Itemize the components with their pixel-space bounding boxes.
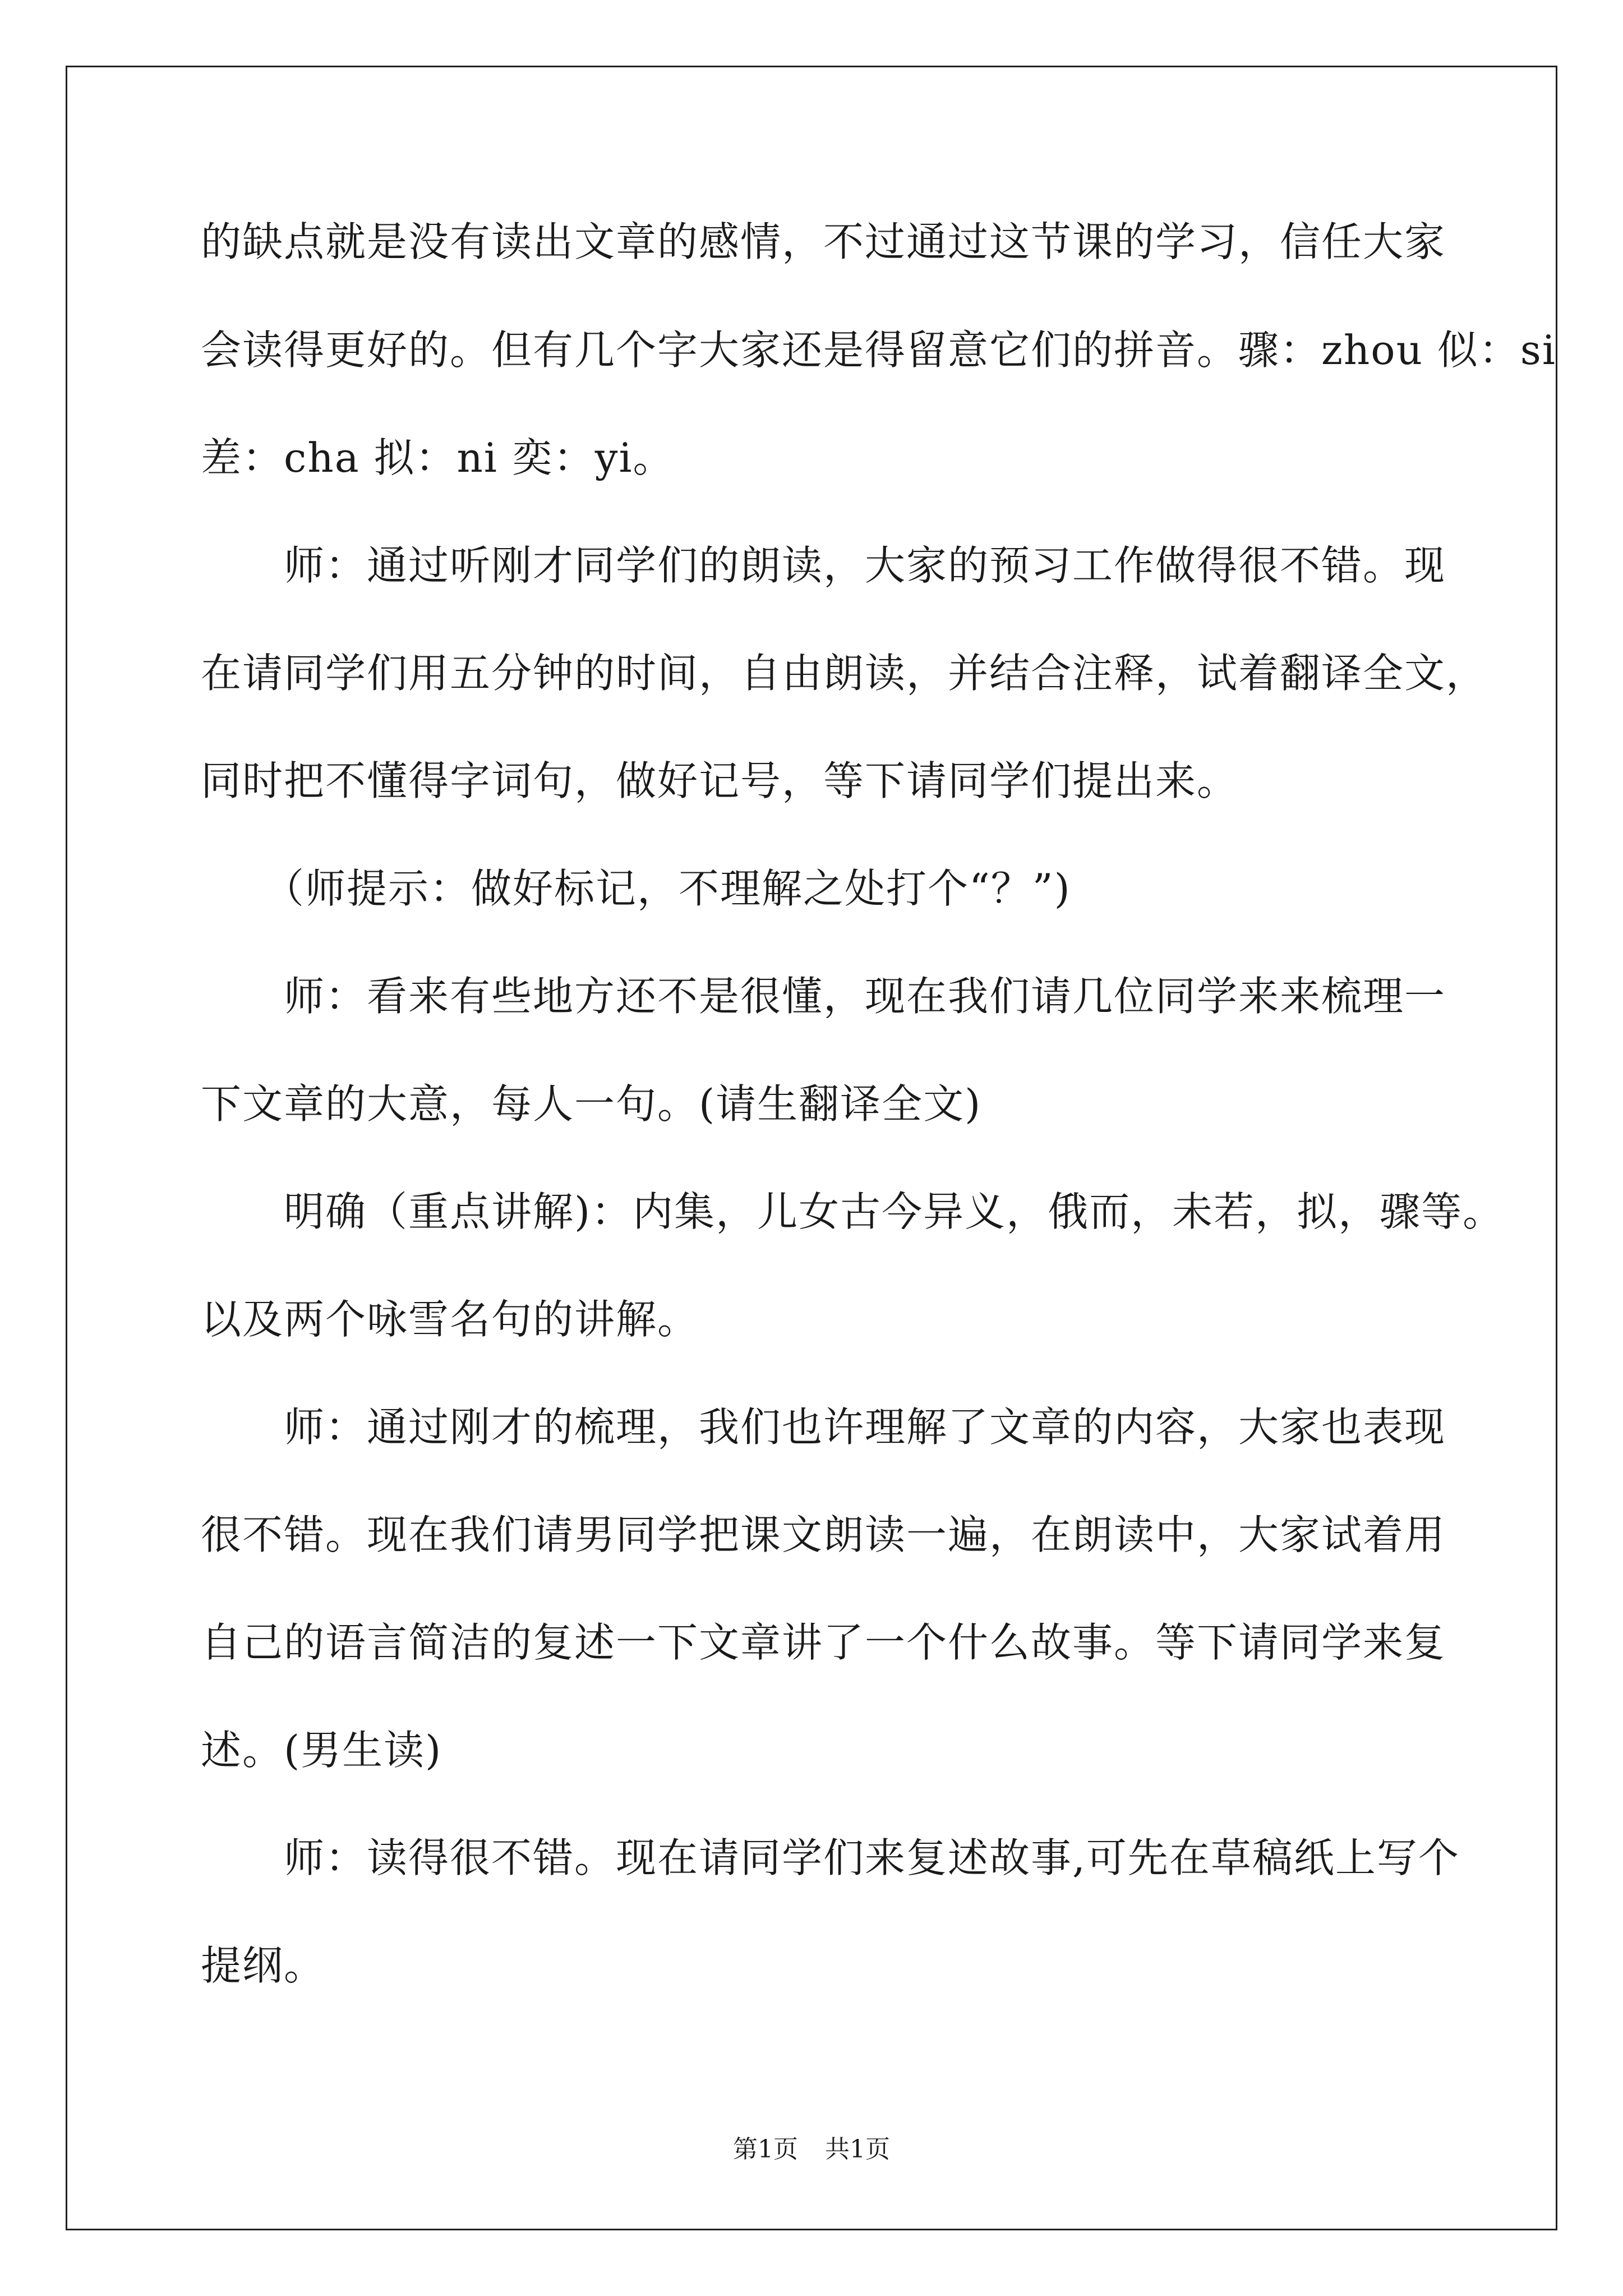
page-total: 共1页 [825,2135,890,2164]
page-number: 第1页 [733,2135,798,2164]
text-line: 以及两个咏雪名句的讲解。 [201,1296,699,1343]
text-line: 差：cha 拟：ni 奕：yi。 [201,434,675,481]
text-line: 明确（重点讲解)：内集，儿女古今异义，俄而，未若，拟，骤等。 [201,1188,1505,1235]
page-frame [66,66,1557,2230]
text-line: 自己的语言简洁的复述一下文章讲了一个什么故事。等下请同学来复 [201,1619,1446,1666]
text-line: 师：通过刚才的梳理，我们也许理解了文章的内容，大家也表现 [201,1404,1446,1451]
text-line: 同时把不懂得字词句，做好记号，等下请同学们提出来。 [201,757,1239,804]
text-line: 下文章的大意，每人一句。(请生翻译全文) [201,1080,982,1128]
text-line: 师：读得很不错。现在请同学们来复述故事,可先在草稿纸上写个 [201,1834,1460,1881]
text-line: 的缺点就是没有读出文章的感情，不过通过这节课的学习，信任大家 [201,218,1446,265]
text-line: 师：通过听刚才同学们的朗读，大家的预习工作做得很不错。现 [201,542,1446,589]
text-line: 师：看来有些地方还不是很懂，现在我们请几位同学来来梳理一 [201,973,1446,1020]
text-line: 提纲。 [201,1942,326,1989]
text-line: 述。(男生读) [201,1727,442,1774]
text-line: （师提示：做好标记，不理解之处打个“？”) [201,865,1071,912]
text-line: 很不错。现在我们请男同学把课文朗读一遍，在朗读中，大家试着用 [201,1511,1446,1558]
text-line: 会读得更好的。但有几个字大家还是得留意它们的拼音。骤：zhou 似：si [201,326,1556,374]
text-line: 在请同学们用五分钟的时间，自由朗读，并结合注释，试着翻译全文， [201,650,1488,697]
page-footer [0,2134,1623,2165]
